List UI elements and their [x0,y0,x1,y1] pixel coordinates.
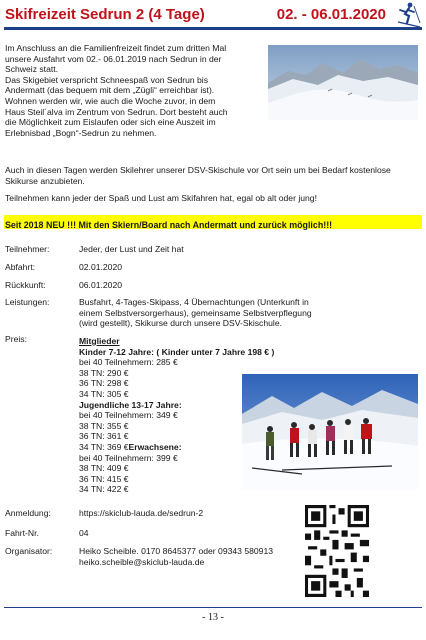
price-line: 38 TN: 290 € [79,367,129,378]
trip-dates: 02. - 06.01.2020 [276,6,386,23]
price-line: 34 TN: 422 € [79,484,129,495]
erwachsene-heading: Erwachsene: [128,441,182,452]
rueckkunft-value: 06.01.2020 [79,280,123,290]
organisator-label: Organisator: [5,546,53,556]
skier-icon [394,1,422,29]
price-line: bei 40 Teilnehmern: 399 € [79,452,178,463]
footer-divider [4,607,422,608]
page-title: Skifreizeit Sedrun 2 (4 Tage) [5,6,205,23]
teilnehmer-label: Teilnehmer: [5,244,50,254]
price-line: 36 TN: 298 € [79,378,129,389]
ski-group-photo [242,374,418,490]
price-line: 38 TN: 409 € [79,463,129,474]
intro-paragraph: Im Anschluss an die Familienfreizeit findet zum dritten Mal unsere Ausfahrt vom 02.- 06.01.2019 nach Sedrun in der Schweiz statt. Das Skigebiet verspricht Schneespaß von Sedrun bis Andermatt (das bequem mit dem „Zügli“ erreichbar ist). Wohnen werden wir, wie auch die Woche zuvor, in dem Haus Steil´alva im Zentrum von Sedrun. Dort besteht auch die Möglichkeit zum Eislaufen oder sich eine Auszeit im Erlebnisbad „Bogn“-Sedrun zu nehmen. [5,43,228,138]
page-number: - 13 - [202,612,224,623]
preis-label: Preis: [5,334,27,344]
price-line: bei 40 Teilnehmern: 349 € [79,410,178,421]
rueckkunft-label: Rückkunft: [5,280,46,290]
banner-text: Seit 2018 NEU !!! Mit den Skiern/Board nach Andermatt und zurück möglich!!! [5,220,333,230]
new-feature-banner [4,215,422,229]
teilnehmer-value: Jeder, der Lust und Zeit hat [79,244,184,254]
leistungen-value: Busfahrt, 4-Tages-Skipass, 4 Übernachtungen (Unterkunft in einem Selbstversorgerhaus), gemeinsame Selbstverpflegung (wird gestellt), Skikurse durch unsere DSV-Skischule. [79,297,312,329]
intro-text [5,43,260,138]
fahrt-value: 04 [79,528,89,538]
price-line: 36 TN: 415 € [79,473,129,484]
price-line: 36 TN: 361 € [79,431,129,442]
price-line: bei 40 Teilnehmern: 285 € [79,357,178,368]
participants-paragraph: Teilnehmen kann jeder der Spaß und Lust am Skifahren hat, egal ob alt oder jung! [5,193,317,203]
kinder-heading: Kinder 7-12 Jahre: ( Kinder unter 7 Jahre 198 € ) [79,346,275,357]
jugend-heading: Jugendliche 13-17 Jahre: [79,399,182,410]
registration-link[interactable]: https://skiclub-lauda.de/sedrun-2 [79,508,204,518]
ski-school-paragraph: Auch in diesen Tagen werden Skilehrer unserer DSV-Skischule vor Ort sein um bei Bedarf kostenlose Skikurse anzubieten. [5,165,391,186]
leistungen-label: Leistungen: [5,297,50,307]
anmeldung-label: Anmeldung: [5,508,51,518]
snow-mountain-photo [268,45,418,120]
page-header [0,0,426,30]
fahrt-label: Fahrt-Nr. [5,528,39,538]
price-line: 34 TN: 369 € [79,441,129,452]
abfahrt-label: Abfahrt: [5,262,36,272]
organisator-value: Heiko Scheible. 0170 8645377 oder 09343 580913 heiko.scheible@skiclub-lauda.de [79,546,273,567]
header-divider [4,27,422,30]
price-line: 38 TN: 355 € [79,420,129,431]
abfahrt-value: 02.01.2020 [79,262,123,272]
mitglieder-heading: Mitglieder [79,336,120,346]
qr-code-icon[interactable] [305,505,369,597]
price-line: 34 TN: 305 € [79,388,129,399]
